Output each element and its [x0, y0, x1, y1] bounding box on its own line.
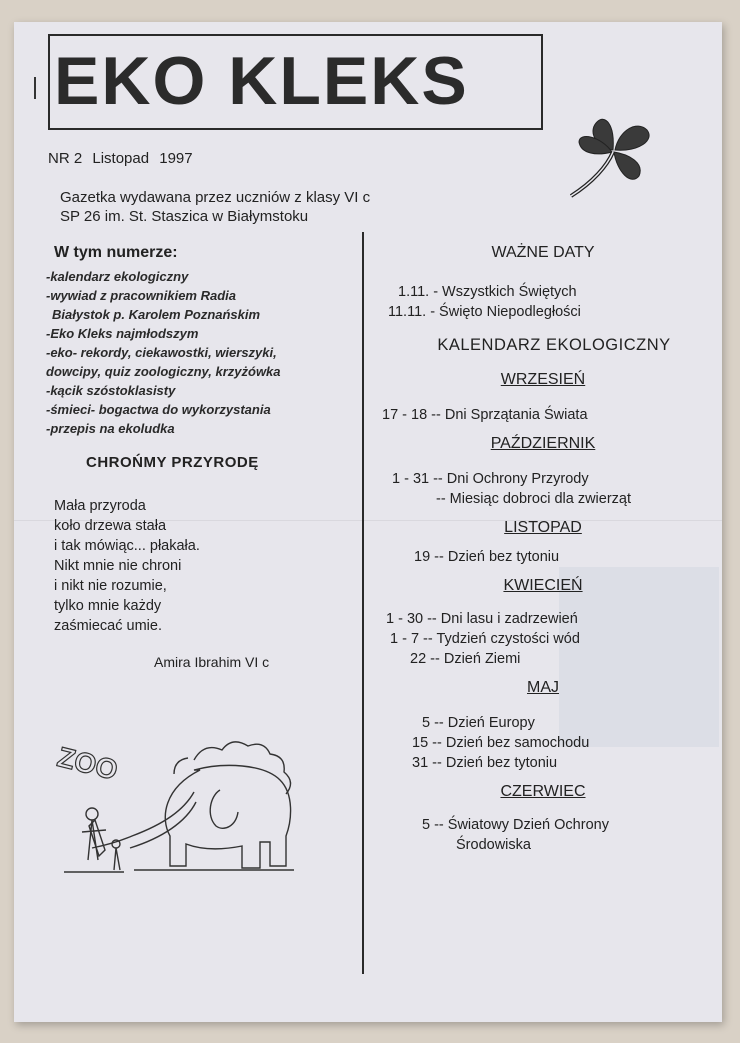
contents-item: Białystok p. Karolem Poznańskim — [52, 307, 261, 322]
contents-item: -wywiad z pracownikiem Radia — [46, 288, 236, 303]
contents-item: -eko- rekordy, ciekawostki, wierszyki, — [46, 345, 277, 360]
month-heading-pazdziernik: PAŹDZIERNIK — [490, 435, 596, 452]
contents-heading: W tym numerze: — [54, 244, 178, 261]
poem-author: Amira Ibrahim VI c — [154, 654, 270, 670]
calendar-entry: Środowiska — [456, 837, 531, 853]
contents-item: -śmieci- bogactwa do wykorzystania — [46, 402, 271, 417]
important-date-item: 11.11. - Święto Niepodległości — [388, 304, 581, 320]
calendar-entry: 5 -- Światowy Dzień Ochrony — [422, 817, 609, 833]
calendar-heading: KALENDARZ EKOLOGICZNY — [437, 336, 671, 354]
issue-number: NR 2 — [48, 150, 83, 167]
calendar-entry: 31 -- Dzień bez tytoniu — [412, 755, 558, 771]
zoo-sign-text: ZOO — [54, 741, 121, 786]
month-heading-czerwiec: CZERWIEC — [500, 783, 586, 800]
masthead-title: EKO KLEKS — [54, 43, 469, 119]
important-dates-heading: WAŻNE DATY — [491, 244, 595, 261]
calendar-entry: 1 - 31 -- Dni Ochrony Przyrody — [392, 471, 589, 487]
clover-icon — [567, 110, 662, 200]
poem-body — [54, 496, 200, 636]
month-heading-kwiecien: KWIECIEŃ — [503, 577, 583, 594]
calendar-entry: 1 - 30 -- Dni lasu i zadrzewień — [386, 611, 578, 627]
issue-line — [48, 150, 199, 167]
month-heading-wrzesien: WRZESIEŃ — [500, 371, 586, 388]
calendar-entry: 19 -- Dzień bez tytoniu — [414, 549, 560, 565]
poem-line: koło drzewa stała — [54, 518, 167, 534]
calendar-entry: 1 - 7 -- Tydzień czystości wód — [390, 631, 580, 647]
calendar-entry: 22 -- Dzień Ziemi — [410, 651, 521, 667]
description-line: SP 26 im. St. Staszica w Białymstoku — [60, 208, 309, 225]
poem-line: zaśmiecać umie. — [54, 618, 162, 634]
publisher-description — [60, 188, 370, 226]
contents-item: -kalendarz ekologiczny — [46, 269, 189, 284]
poem-line: Mała przyroda — [54, 498, 146, 514]
description-line: Gazetka wydawana przez uczniów z klasy VI c — [60, 189, 371, 206]
important-date-item: 1.11. - Wszystkich Świętych — [398, 284, 577, 300]
contents-item: -przepis na ekoludka — [46, 421, 175, 436]
poem-line: tylko mnie każdy — [54, 598, 162, 614]
newsletter-page — [14, 22, 722, 1022]
calendar-entry: -- Miesiąc dobroci dla zwierząt — [436, 491, 632, 507]
calendar-entry: 5 -- Dzień Europy — [422, 715, 535, 731]
poem-line: i nikt nie rozumie, — [54, 578, 167, 594]
month-heading-listopad: LISTOPAD — [504, 519, 582, 536]
poem-line: i tak mówiąc... płakała. — [54, 538, 200, 554]
right-column — [364, 244, 722, 855]
calendar-entry: 15 -- Dzień bez samochodu — [412, 735, 590, 751]
issue-year: 1997 — [159, 150, 193, 167]
contents-item: -kącik szóstoklasisty — [46, 383, 176, 398]
margin-mark — [34, 77, 36, 99]
month-heading-maj: MAJ — [527, 679, 559, 696]
calendar-entry: 17 - 18 -- Dni Sprzątania Świata — [382, 407, 588, 423]
contents-item: -Eko Kleks najmłodszym — [46, 326, 199, 341]
contents-list — [46, 267, 281, 438]
contents-item: dowcipy, quiz zoologiczny, krzyżówka — [46, 364, 281, 379]
issue-month: Listopad — [92, 150, 150, 167]
masthead-box — [48, 34, 543, 130]
poem-title: CHROŃMY PRZYRODĘ — [86, 454, 259, 471]
zoo-elephant-illustration — [44, 730, 314, 890]
poem-line: Nikt mnie nie chroni — [54, 558, 182, 574]
